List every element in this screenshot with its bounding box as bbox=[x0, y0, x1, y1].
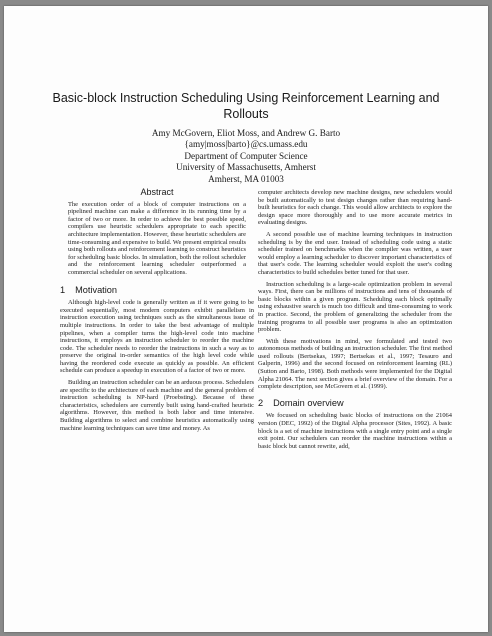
section-1-number: 1 bbox=[60, 284, 66, 295]
section-1-paragraph-2: Building an instruction scheduler can be an arduous process. Schedulers are specific to the architecture of each machine and the general problem of instruction scheduling is NP-hard (Proebsting). Because of these characteristics, schedulers are currently built using hand-crafted heuristic algorithms. However, this method is both labor and time intensive. Building algorithms to select and combine heuristics automatically using machine learning techniques can save time and money. As bbox=[60, 379, 254, 432]
section-1-paragraph-5: Instruction scheduling is a large-scale optimization problem in several ways. First, there can be millions of instructions and tens of thousands of basic blocks within a given program. Scheduling each block optimally using exhaustive search is much too difficult and time-consuming to work in practice. Second, the problem of generalizing the scheduler from the training programs to all possible user programs is also an optimization problem. bbox=[258, 280, 452, 334]
section-2-heading bbox=[258, 397, 452, 408]
section-2-title: Domain overview bbox=[273, 397, 344, 408]
author-department: Department of Computer Science bbox=[184, 150, 308, 161]
author-names: Amy McGovern, Eliot Moss, and Andrew G. Barto bbox=[151, 128, 341, 138]
left-column bbox=[60, 189, 254, 436]
author-university: University of Massachusetts, Amherst bbox=[176, 162, 316, 173]
paper-title: Basic-block Instruction Scheduling Using Reinforcement Learning and Rollouts bbox=[52, 91, 440, 121]
author-city: Amherst, MA 01003 bbox=[208, 173, 284, 184]
section-2-number: 2 bbox=[258, 397, 264, 408]
section-1-title: Motivation bbox=[75, 284, 117, 295]
section-1-paragraph-1: Although high-level code is generally written as if it were going to be executed sequentially, most modern computers exhibit parallelism in instruction execution using techniques such as the simultaneous issue of multiple instructions. In order to take the best advantage of multiple pipelines, when a compiler turns the high-level code into machine instructions, it employs an instruction scheduler to reorder the machine code. The scheduler needs to reorder the instructions in such a way as to preserve the original in-order semantics of the high level code while having the reordered code execute as quickly as possible. An efficient schedule can produce a speedup in execution of a factor of two or more. bbox=[60, 299, 254, 375]
paper-page bbox=[4, 6, 488, 632]
author-email: {amy|moss|barto}@cs.umass.edu bbox=[184, 139, 308, 150]
author-block bbox=[44, 128, 448, 185]
section-1-paragraph-6: With these motivations in mind, we formulated and tested two autonomous methods of building an instruction scheduler. The first method used rollouts (Bertsekas, 1997; Bertsekas et al., 1997; Tesauro and Galperin, 1996) and the second focused on reinforcement learning (RL) (Sutton and Barto, 1998). Both methods were implemented for the Digital Alpha 21064. The next section gives a brief overview of the domain. For a complete description, see McGovern et al. (1999). bbox=[258, 337, 452, 391]
section-1-paragraph-3: computer architects develop new machine designs, new schedulers would be built automatically to test design changes rather than requiring hand-built heuristics for each change. This would allow architects to explore the design space more thoroughly and to use more accurate metrics in evaluating designs. bbox=[258, 189, 452, 227]
abstract-heading: Abstract bbox=[140, 187, 174, 197]
section-1-paragraph-4: A second possible use of machine learning techniques in instruction scheduling is by the end user. Instead of scheduling code using a static scheduler trained on benchmarks when the compiler was written, a user would employ a learning scheduler to discover important characteristics of that user's code. The learning scheduler would exploit the user's coding characteristics to build schedules better tuned for that user. bbox=[258, 230, 452, 276]
section-2-paragraph-1: We focused on scheduling basic blocks of instructions on the 21064 version (DEC, 1992) of the Digital Alpha processor (Sites, 1992). A basic block is a set of machine instructions with a single entry point and a single exit point. Our schedulers can reorder the machine instructions within a basic block but cannot rewrite, add, bbox=[258, 412, 452, 450]
abstract-text: The execution order of a block of computer instructions on a pipelined machine can make a difference in its running time by a factor of two or more. In order to achieve the best possible speed, compilers use heuristic schedulers appropriate to each specific architecture implementation. However, these heuristic schedulers are time-consuming and expensive to build. We present empirical results using both rollouts and reinforcement learning to construct heuristics for scheduling basic blocks. In simulation, both the rollout scheduler and the reinforcement learning scheduler outperformed a commercial scheduler on several applications. bbox=[68, 200, 246, 276]
section-1-heading bbox=[60, 284, 254, 295]
right-column bbox=[258, 189, 452, 454]
